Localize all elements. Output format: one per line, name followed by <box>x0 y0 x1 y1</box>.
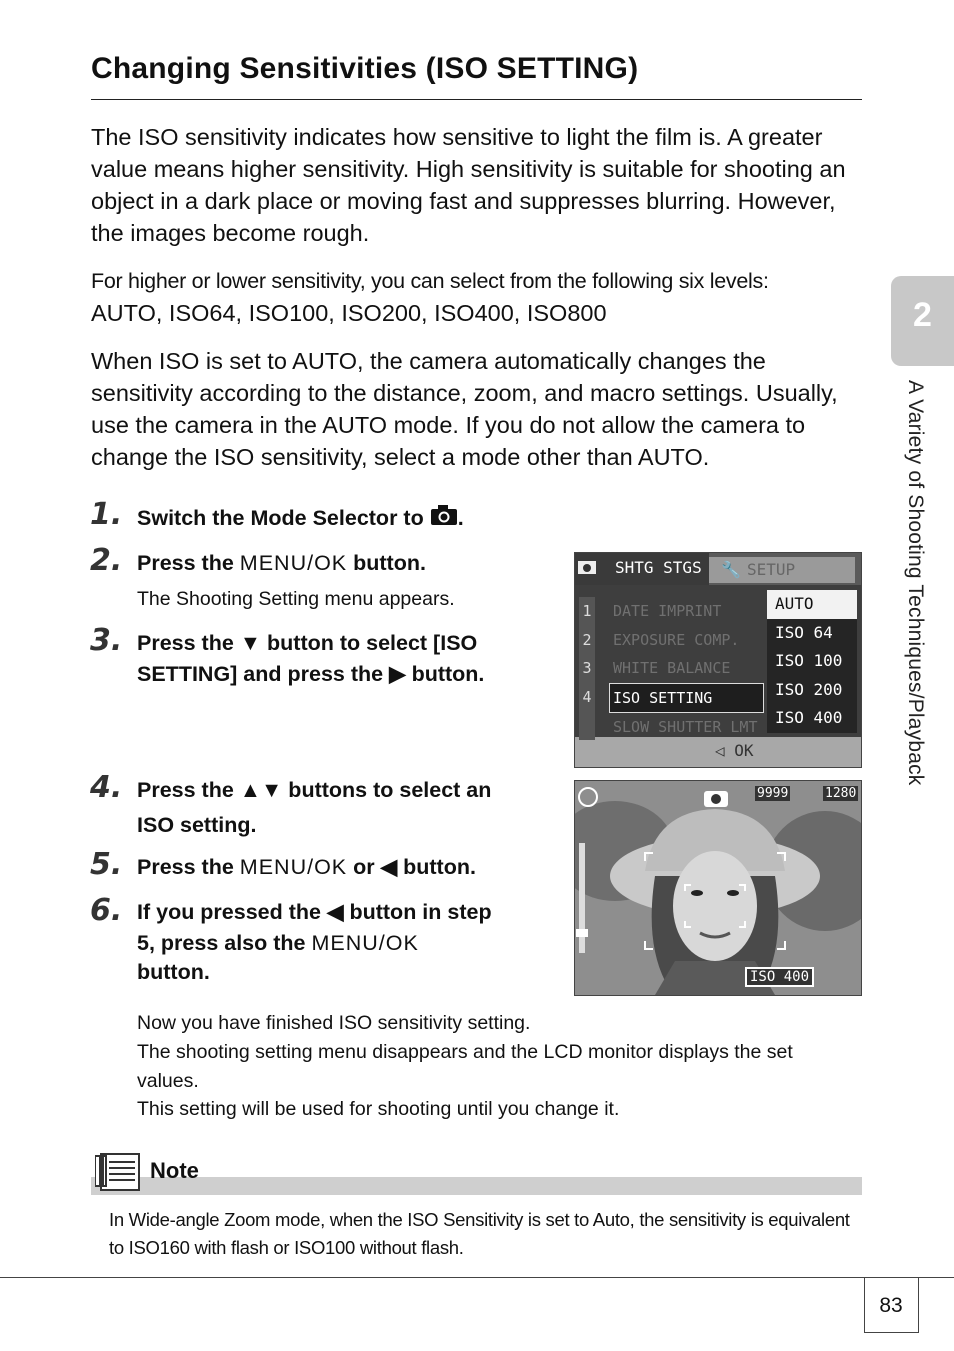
step-text: 5, press also the <box>137 931 306 955</box>
iso-option-400: ISO 400 <box>775 708 843 728</box>
menu-row-number: 4 <box>582 687 592 706</box>
iso-indicator: ISO 400 <box>745 967 814 987</box>
menu-item-date-imprint: DATE IMPRINT <box>613 602 722 620</box>
iso-option-200: ISO 200 <box>775 679 843 699</box>
tab-shooting-settings: SHTG STGS <box>615 558 702 577</box>
menu-item-exposure-comp: EXPOSURE COMP. <box>613 630 740 649</box>
lcd-menu-screenshot <box>574 552 862 768</box>
menu-item-slow-shutter: SLOW SHUTTER LMT <box>613 718 758 737</box>
note-bar <box>91 1177 862 1195</box>
menu-item-iso-setting: ISO SETTING <box>609 683 764 714</box>
step-3-line-2: SETTING] and press the ▶ button. <box>137 662 485 686</box>
page-title: Changing Sensitivities (ISO SETTING) <box>91 52 639 85</box>
step-number: 2. <box>90 543 123 578</box>
step-4-line-2: ISO setting. <box>137 813 257 837</box>
step-2-result: The Shooting Setting menu appears. <box>137 588 455 610</box>
step-text: button. <box>353 551 426 575</box>
footer-rule <box>0 1277 954 1278</box>
step-text: Switch the Mode Selector to <box>137 506 424 530</box>
menu-ok-key: MENU/OK <box>239 551 348 575</box>
step-6-line-2 <box>137 928 419 959</box>
page-number: 83 <box>879 1294 903 1317</box>
menu-row-number <box>579 711 595 740</box>
menu-row-number: 2 <box>582 630 592 649</box>
step-number: 1. <box>90 497 123 532</box>
iso-option-100: ISO 100 <box>775 651 843 671</box>
step-4-line-1: Press the ▲▼ buttons to select an <box>137 778 492 802</box>
chapter-number: 2 <box>913 296 932 334</box>
title-rule <box>91 99 862 100</box>
levels-list: AUTO, ISO64, ISO100, ISO200, ISO400, ISO800 <box>91 300 607 326</box>
iso-option-auto: AUTO <box>767 590 857 619</box>
tab-setup: SETUP <box>747 560 796 579</box>
step-number: 6. <box>90 893 123 928</box>
setup-tab-icon: 🔧 <box>721 560 741 579</box>
chapter-title: A Variety of Shooting Techniques/Playback <box>904 380 927 786</box>
intro-paragraph: The ISO sensitivity indicates how sensitive to light the film is. A greater value means higher sensitivity. High sensitivity is suitable for shooting an object in a dark place or moving fast and suppresses blurring. However, the images become rough. <box>91 124 846 246</box>
step-3-line-1: Press the ▼ button to select [ISO <box>137 631 478 655</box>
step-number: 4. <box>90 770 123 805</box>
menu-row-number: 1 <box>582 602 592 620</box>
step-6-line-1: If you pressed the ◀ button in step <box>137 900 492 924</box>
note-text: In Wide-angle Zoom mode, when the ISO Sensitivity is set to Auto, the sensitivity is equivalent to ISO160 with flash or ISO100 without flash. <box>109 1209 850 1258</box>
image-size: 1280 <box>825 786 857 801</box>
finish-line-2: The shooting setting menu disappears and the LCD monitor displays the set values. <box>137 1041 793 1092</box>
step-2 <box>137 548 426 579</box>
finish-line-3: This setting will be used for shooting until you change it. <box>137 1098 620 1120</box>
camera-icon <box>430 504 458 535</box>
menu-footer-ok: ◁ OK <box>715 741 754 760</box>
iso-option-64: ISO 64 <box>775 622 833 642</box>
auto-paragraph: When ISO is set to AUTO, the camera automatically changes the sensitivity according to the distance, zoom, and macro settings. Usually, use the camera in the AUTO mode. If you do not allow the camera to change the ISO sensitivity, select a mode other than AUTO. <box>91 348 838 470</box>
step-6-line-3: button. <box>137 960 210 984</box>
step-number: 3. <box>90 623 123 658</box>
step-text: Press the <box>137 551 234 575</box>
step-text: Press the <box>137 855 234 879</box>
finish-line-1: Now you have finished ISO sensitivity setting. <box>137 1012 531 1034</box>
menu-ok-key: MENU/OK <box>239 855 348 879</box>
note-icon <box>95 1152 143 1199</box>
step-text: or ◀ button. <box>353 855 476 879</box>
menu-ok-key: MENU/OK <box>311 931 419 955</box>
step-number: 5. <box>90 847 123 882</box>
remaining-shots: 9999 <box>757 786 789 801</box>
step-5 <box>137 852 476 883</box>
menu-item-white-balance: WHITE BALANCE <box>613 659 731 678</box>
lcd-preview-screenshot <box>574 780 862 996</box>
levels-intro: For higher or lower sensitivity, you can select from the following six levels: <box>91 269 769 293</box>
menu-row-number: 3 <box>582 659 592 678</box>
step-1: Switch the Mode Selector to . <box>137 503 464 535</box>
note-label: Note <box>150 1158 199 1183</box>
